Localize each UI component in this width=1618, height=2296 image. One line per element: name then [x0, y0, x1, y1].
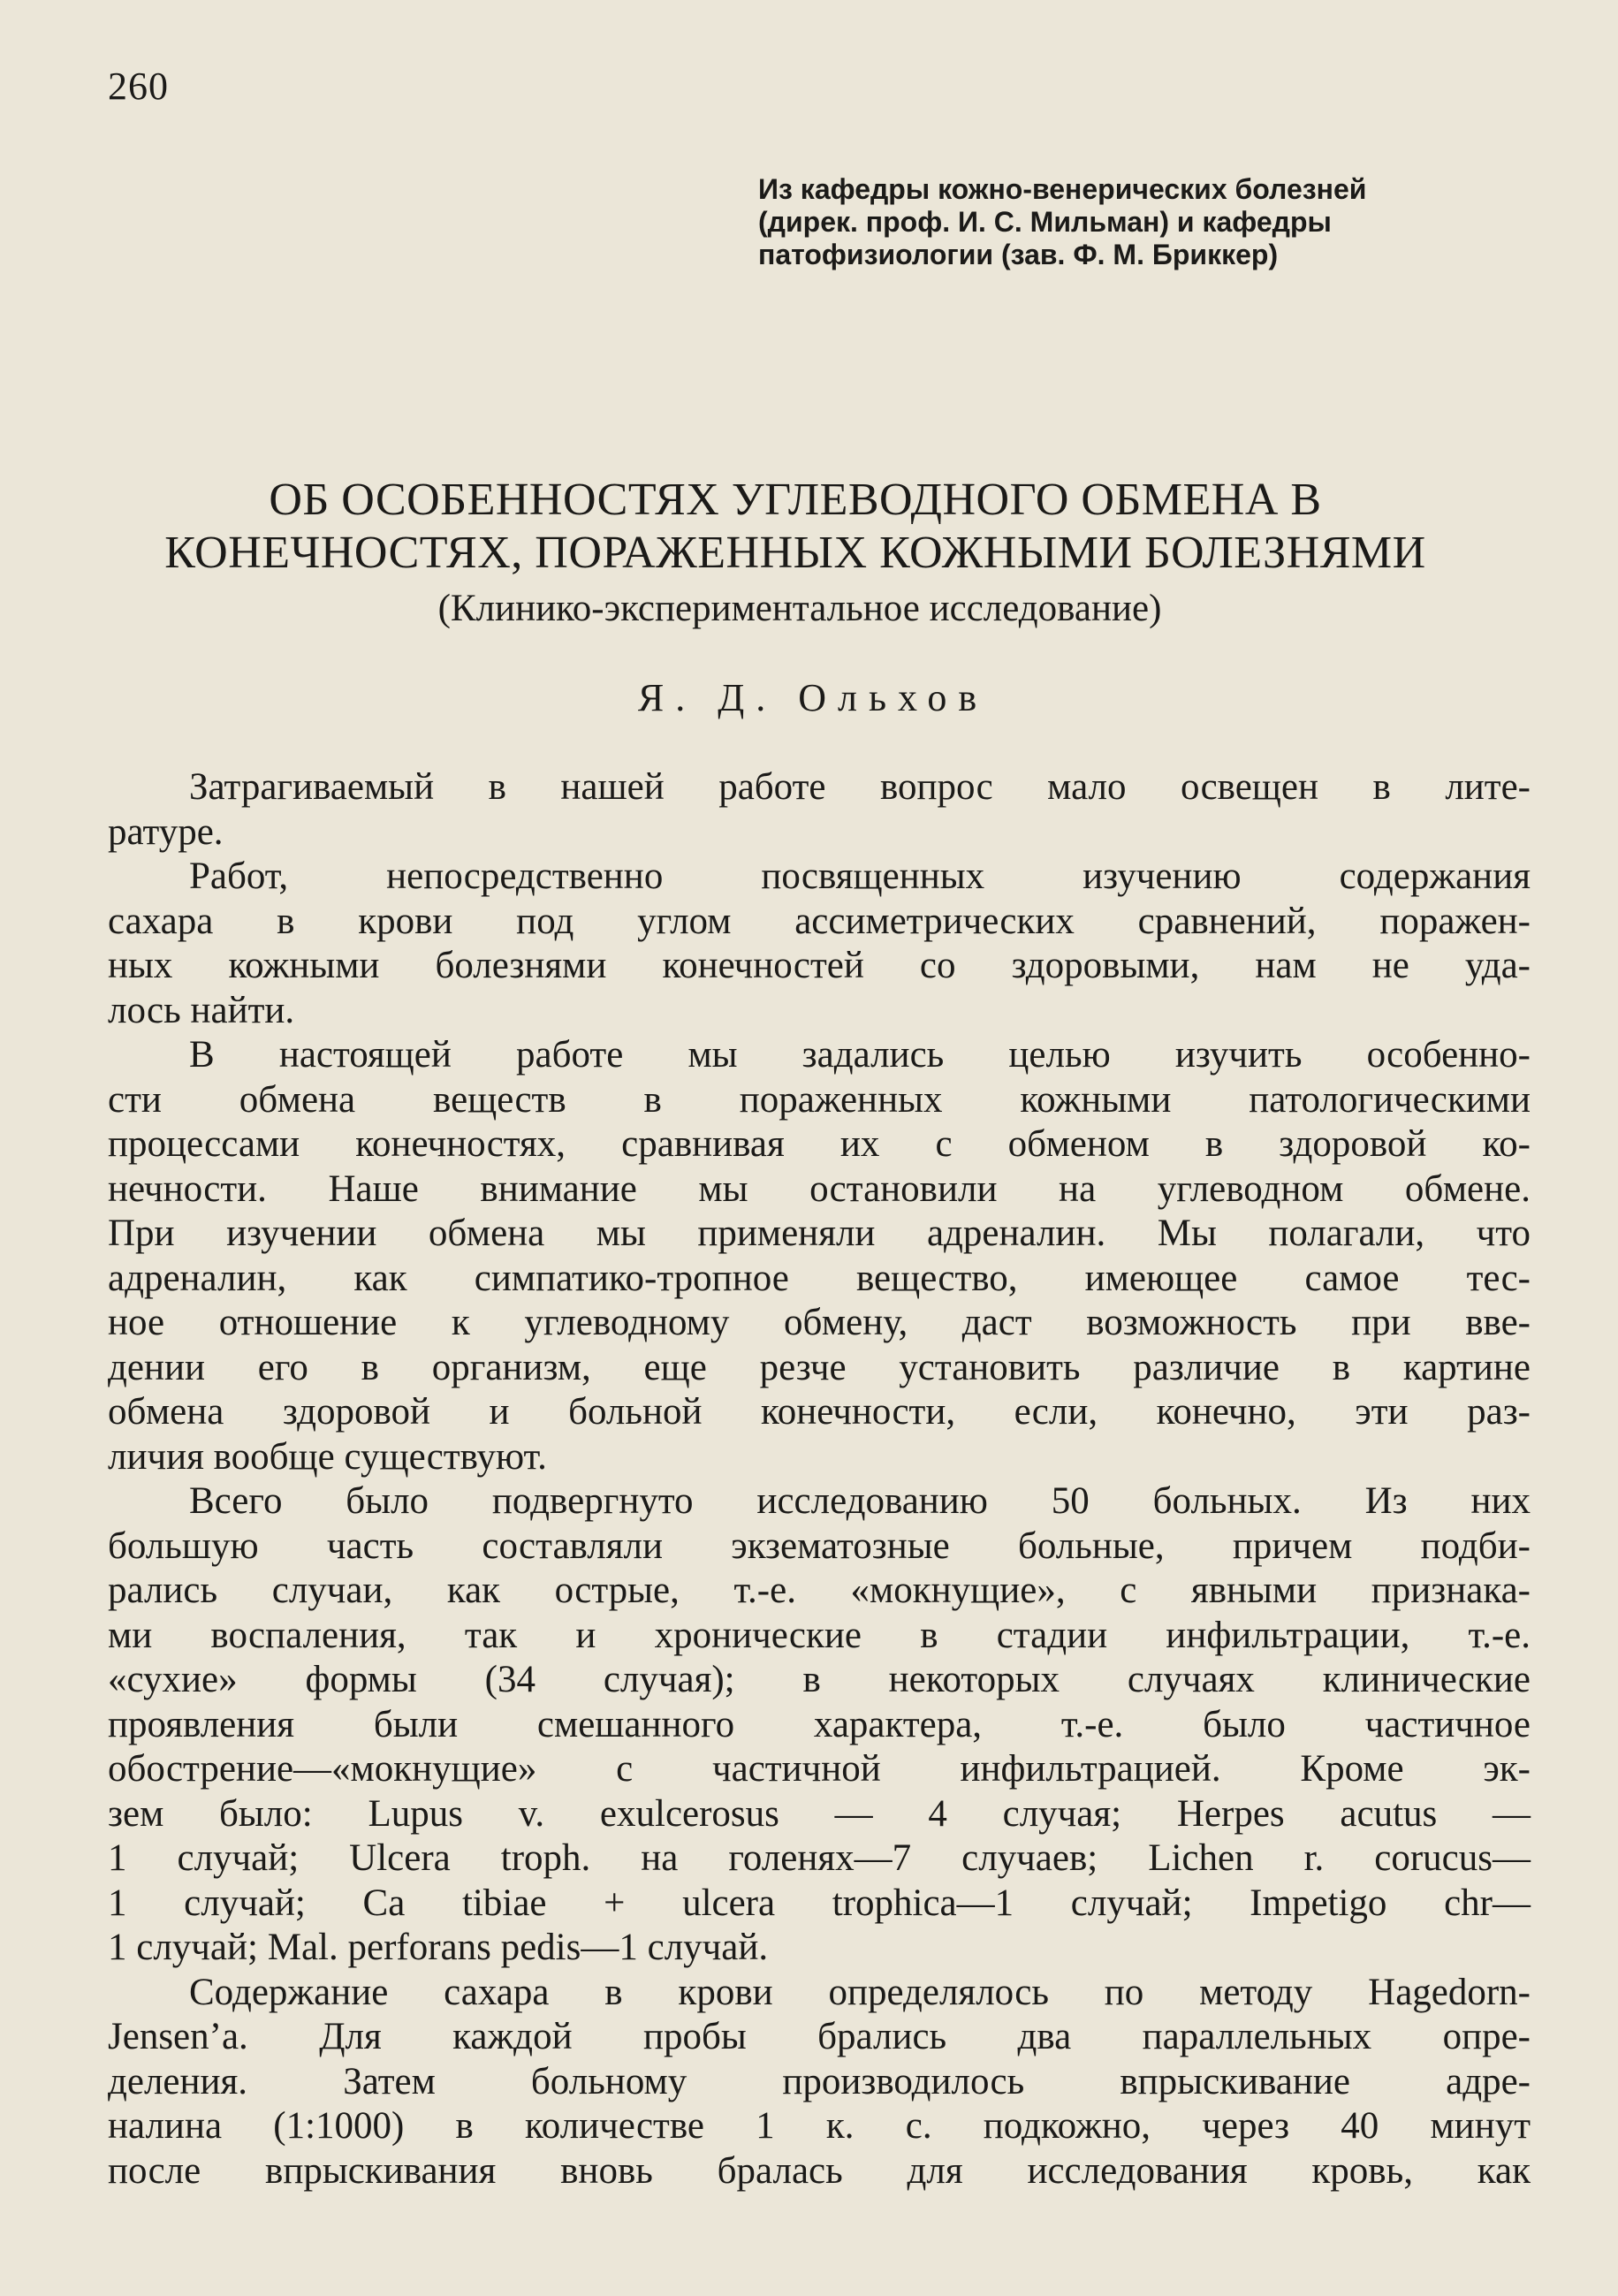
text-line: процессами конечностях, сравнивая их с обменом в здоровой ко-	[108, 1123, 1531, 1165]
text-line: «сухие» формы (34 случая); в некоторых случаях клинические	[108, 1659, 1531, 1700]
text-line: адреналин, как симпатико-тропное вещество, имеющее самое тес-	[108, 1257, 1531, 1299]
text-line: проявления были смешанного характера, т.-е. было частичное	[108, 1703, 1531, 1745]
text-line: Jensen’a. Для каждой пробы брались два параллельных опре-	[108, 2016, 1531, 2057]
text-line: сахара в крови под углом ассиметрических сравнений, поражен-	[108, 900, 1531, 942]
text-line: деления. Затем больному производилось впрыскивание адре-	[108, 2060, 1531, 2102]
affiliation-line: (дирек. проф. И. С. Мильман) и кафедры	[758, 206, 1332, 238]
text-line: большую часть составляли экзематозные больные, причем подби-	[108, 1524, 1531, 1567]
text-line: рались случаи, как острые, т.-е. «мокнущие», с явными признака-	[108, 1570, 1531, 1611]
title-line: КОНЕЧНОСТЯХ, ПОРАЖЕННЫХ КОЖНЫМИ БОЛЕЗНЯМИ	[164, 528, 1426, 578]
text-line: налина (1:1000) в количестве 1 к. с. подкожно, через 40 минут	[108, 2105, 1531, 2147]
text-line: обострение—«мокнущие» с частичной инфильтрацией. Кроме эк-	[108, 1748, 1531, 1790]
article-title	[88, 474, 1502, 580]
text-line: В настоящей работе мы задались целью изучить особенно-	[189, 1034, 1531, 1076]
affiliation-block	[758, 173, 1527, 271]
text-line: ратуре.	[108, 810, 224, 853]
author-name: Я. Д. Ольхов	[637, 676, 989, 719]
text-line: При изучении обмена мы применяли адреналин. Мы полагали, что	[108, 1213, 1531, 1254]
page-number: 260	[108, 65, 169, 108]
text-line: после впрыскивания вновь бралась для исследования кровь, как	[108, 2149, 1531, 2192]
text-line: сти обмена веществ в пораженных кожными патологическими	[108, 1078, 1531, 1121]
text-line: Всего было подвергнуто исследованию 50 больных. Из них	[189, 1480, 1531, 1522]
text-line: лось найти.	[108, 989, 295, 1031]
text-line: 1 случай; Mal. perforans pedis—1 случай.	[108, 1927, 769, 1968]
text-line: нечности. Наше внимание мы остановили на углеводном обмене.	[108, 1167, 1531, 1210]
text-line: дении его в организм, еще резче установить различие в картине	[108, 1346, 1531, 1388]
text-line: ми воспаления, так и хронические в стадии инфильтрации, т.-е.	[108, 1614, 1531, 1656]
text-line: зем было: Lupus v. exulcerosus — 4 случая; Herpes acutus —	[108, 1792, 1531, 1835]
text-line: 1 случай; Ulcera troph. на голенях—7 случаев; Lichen r. corucus—	[108, 1837, 1531, 1879]
text-line: 1 случай; Ca tibiae + ulcera trophica—1 случай; Impetigo chr—	[108, 1882, 1531, 1924]
text-line: ных кожными болезнями конечностей со здоровыми, нам не уда-	[108, 945, 1531, 986]
affiliation-line: патофизиологии (зав. Ф. М. Бриккер)	[758, 239, 1279, 270]
text-line: обмена здоровой и больной конечности, если, конечно, эти раз-	[108, 1391, 1531, 1433]
article-body	[108, 765, 1531, 2193]
text-line: личия вообще существуют.	[108, 1435, 547, 1478]
text-line: Работ, непосредственно посвященных изучению содержания	[189, 855, 1531, 897]
title-line: ОБ ОСОБЕННОСТЯХ УГЛЕВОДНОГО ОБМЕНА В	[269, 475, 1322, 525]
text-line: Содержание сахара в крови определялось по методу Hagedorn-	[189, 1971, 1531, 2013]
article-subtitle: (Клинико-экспериментальное исследование)	[437, 588, 1162, 629]
affiliation-line: Из кафедры кожно-венерических болезней	[758, 173, 1367, 205]
text-line: Затрагиваемый в нашей работе вопрос мало освещен в лите-	[189, 766, 1531, 808]
text-line: ное отношение к углеводному обмену, даст возможность при вве-	[108, 1302, 1531, 1343]
